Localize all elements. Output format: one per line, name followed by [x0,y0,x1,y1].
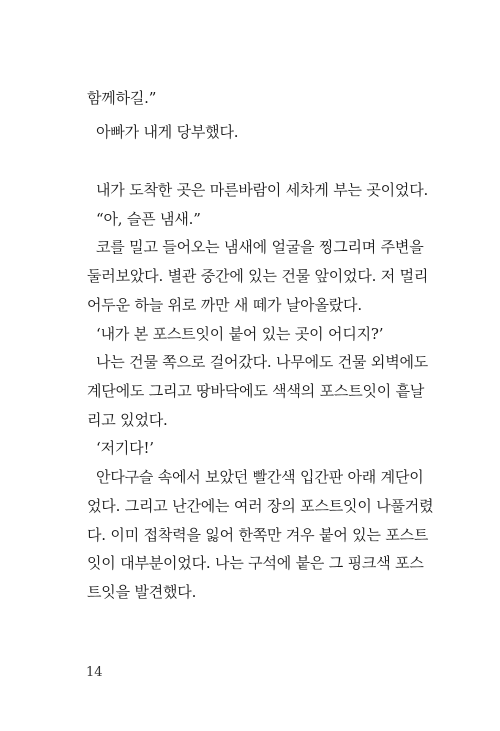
text-line: ‘내가 본 포스트잇이 붙어 있는 곳이 어디지?’ [96,325,384,343]
text-line: 나는 건물 쪽으로 걸어갔다. 나무에도 건물 외벽에도 [96,353,429,371]
text-line: 잇이 대부분이었다. 나는 구석에 붙은 그 핑크색 포스 [87,554,424,572]
text-line: 아빠가 내게 당부했다. [96,123,239,141]
text-line: 트잇을 발견했다. [87,583,197,601]
text-line: 내가 도착한 곳은 마른바람이 세차게 부는 곳이었다. [96,181,429,199]
text-line: 안다구슬 속에서 보았던 빨간색 입간판 아래 계단이 [96,468,424,486]
text-line: 계단에도 그리고 땅바닥에도 색색의 포스트잇이 흩날 [87,382,425,400]
text-line: 어두운 하늘 위로 까만 새 떼가 날아올랐다. [87,296,362,314]
text-line: 코를 밀고 들어오는 냄새에 얼굴을 찡그리며 주변을 [96,238,424,256]
text-line: ‘저기다!’ [96,439,154,457]
text-line: 다. 이미 접착력을 잃어 한쪽만 겨우 붙어 있는 포스트 [87,526,429,544]
page-number: 14 [86,665,103,680]
text-line: 둘러보았다. 별관 중간에 있는 건물 앞이었다. 저 멀리 [87,267,429,285]
text-line: “아, 슬픈 냄새.” [96,210,201,228]
text-line: 었다. 그리고 난간에는 여러 장의 포스트잇이 나풀거렸 [87,497,434,515]
text-line: 함께하길.” [87,89,157,107]
text-line: 리고 있었다. [87,411,168,429]
